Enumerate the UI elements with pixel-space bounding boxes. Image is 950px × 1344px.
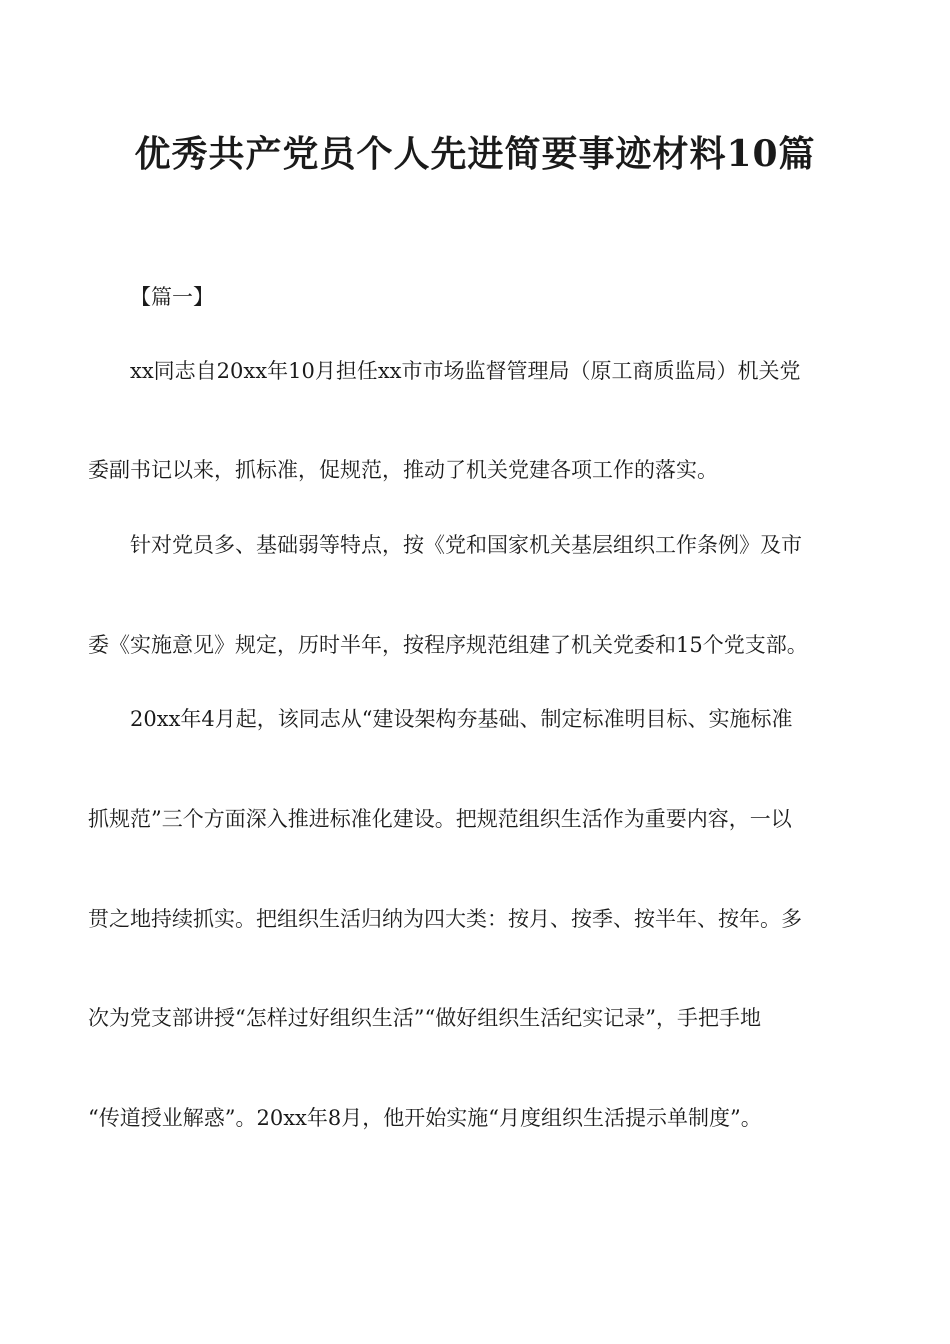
document-title: 优秀共产党员个人先进简要事迹材料10篇 [134, 133, 816, 175]
paragraph-line: 次为党支部讲授“怎样过好组织生活”“做好组织生活纪实记录”，手把手地 [88, 1006, 761, 1030]
section-heading: 【篇一】 [130, 285, 214, 309]
paragraph-line: 20xx年4月起，该同志从“建设架构夯基础、制定标准明目标、实施标准 [130, 707, 793, 731]
paragraph-line: 委《实施意见》规定，历时半年，按程序规范组建了机关党委和15个党支部。 [88, 633, 808, 657]
paragraph-line: “传道授业解惑”。20xx年8月，他开始实施“月度组织生活提示单制度”。 [88, 1106, 762, 1130]
paragraph-line: 贯之地持续抓实。把组织生活归纳为四大类：按月、按季、按半年、按年。多 [88, 907, 802, 931]
paragraph-line: 针对党员多、基础弱等特点，按《党和国家机关基层组织工作条例》及市 [130, 533, 802, 557]
paragraph-line: 委副书记以来，抓标准，促规范，推动了机关党建各项工作的落实。 [88, 458, 718, 482]
paragraph-line: 抓规范”三个方面深入推进标准化建设。把规范组织生活作为重要内容，一以 [88, 807, 792, 831]
paragraph-line: xx同志自20xx年10月担任xx市市场监督管理局（原工商质监局）机关党 [130, 359, 801, 383]
